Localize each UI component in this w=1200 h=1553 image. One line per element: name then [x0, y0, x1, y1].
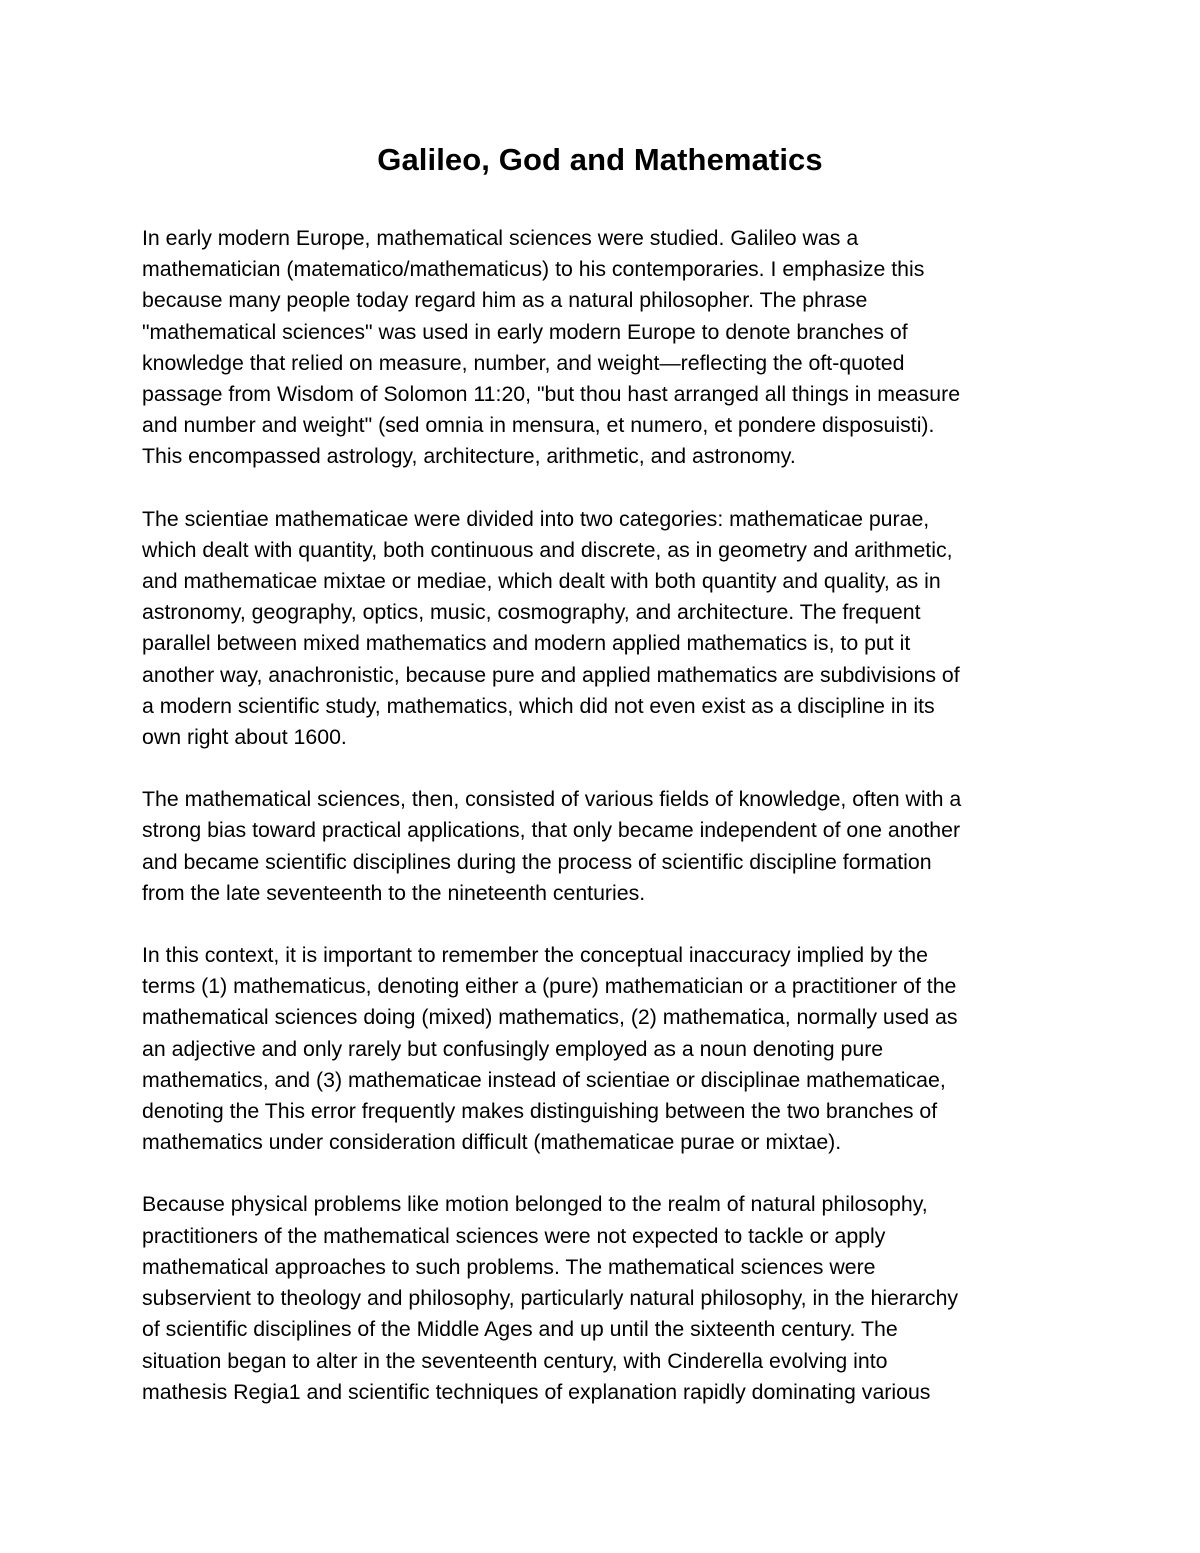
text-line: and mathematicae mixtae or mediae, which dealt with both quantity and quality, as in	[142, 569, 941, 594]
text-line: The mathematical sciences, then, consisted of various fields of knowledge, often with a	[142, 787, 962, 812]
text-line: astronomy, geography, optics, music, cosmography, and architecture. The frequent	[142, 600, 921, 625]
paragraph-2	[142, 504, 1062, 754]
text-line: In early modern Europe, mathematical sciences were studied. Galileo was a	[142, 226, 859, 250]
page-title: Galileo, God and Mathematics	[377, 142, 823, 177]
text-line: Because physical problems like motion belonged to the realm of natural philosophy,	[142, 1192, 928, 1217]
text-line: because many people today regard him as a natural philosopher. The phrase	[142, 288, 868, 313]
text-line: mathematical sciences doing (mixed) mathematics, (2) mathematica, normally used as	[142, 1005, 958, 1030]
text-line: mathematical approaches to such problems. The mathematical sciences were	[142, 1254, 876, 1279]
text-line: parallel between mixed mathematics and modern applied mathematics is, to put it	[142, 631, 911, 656]
text-line: In this context, it is important to remember the conceptual inaccuracy implied by the	[142, 943, 928, 968]
text-line: passage from Wisdom of Solomon 11:20, "but thou hast arranged all things in measure	[142, 382, 961, 407]
text-line: This encompassed astrology, architecture, arithmetic, and astronomy.	[142, 444, 796, 469]
text-line: practitioners of the mathematical sciences were not expected to tackle or apply	[142, 1223, 886, 1248]
text-line: situation began to alter in the seventeenth century, with Cinderella evolving into	[142, 1348, 888, 1373]
text-line: own right about 1600.	[142, 725, 347, 750]
text-line: which dealt with quantity, both continuous and discrete, as in geometry and arithmetic,	[142, 537, 953, 562]
text-line: mathematics, and (3) mathematicae instead of scientiae or disciplinae mathematicae,	[142, 1067, 946, 1092]
text-line: knowledge that relied on measure, number, and weight—reflecting the oft-quoted	[142, 350, 905, 375]
paragraph-5	[142, 1189, 1062, 1407]
text-line: mathesis Regia1 and scientific techniques of explanation rapidly dominating various	[142, 1379, 931, 1404]
text-line: and number and weight" (sed omnia in mensura, et numero, et pondere disposuisti).	[142, 413, 935, 438]
text-line: subservient to theology and philosophy, particularly natural philosophy, in the hierarchy	[142, 1286, 959, 1311]
text-line: of scientific disciplines of the Middle Ages and up until the sixteenth century. The	[142, 1317, 898, 1342]
paragraph-1	[142, 223, 1062, 473]
text-line: "mathematical sciences" was used in early modern Europe to denote branches of	[142, 319, 908, 344]
text-line: a modern scientific study, mathematics, which did not even exist as a discipline in its	[142, 693, 935, 718]
text-line: an adjective and only rarely but confusingly employed as a noun denoting pure	[142, 1036, 884, 1061]
paragraph-4	[142, 940, 1062, 1158]
text-line: and became scientific disciplines during the process of scientific discipline formation	[142, 849, 932, 874]
text-line: mathematics under consideration difficult (mathematicae purae or mixtae).	[142, 1130, 842, 1155]
text-line: from the late seventeenth to the nineteenth centuries.	[142, 880, 646, 905]
text-line: terms (1) mathematicus, denoting either a (pure) mathematician or a practitioner of the	[142, 974, 957, 999]
paragraph-3	[142, 784, 1062, 909]
text-line: mathematician (matematico/mathematicus) to his contemporaries. I emphasize this	[142, 257, 925, 282]
text-line: another way, anachronistic, because pure and applied mathematics are subdivisions of	[142, 662, 960, 687]
text-line: denoting the This error frequently makes distinguishing between the two branches of	[142, 1099, 938, 1124]
text-line: strong bias toward practical applications, that only became independent of one another	[142, 818, 961, 843]
text-line: The scientiae mathematicae were divided into two categories: mathematicae purae,	[142, 506, 930, 531]
document-body	[142, 223, 1062, 1439]
